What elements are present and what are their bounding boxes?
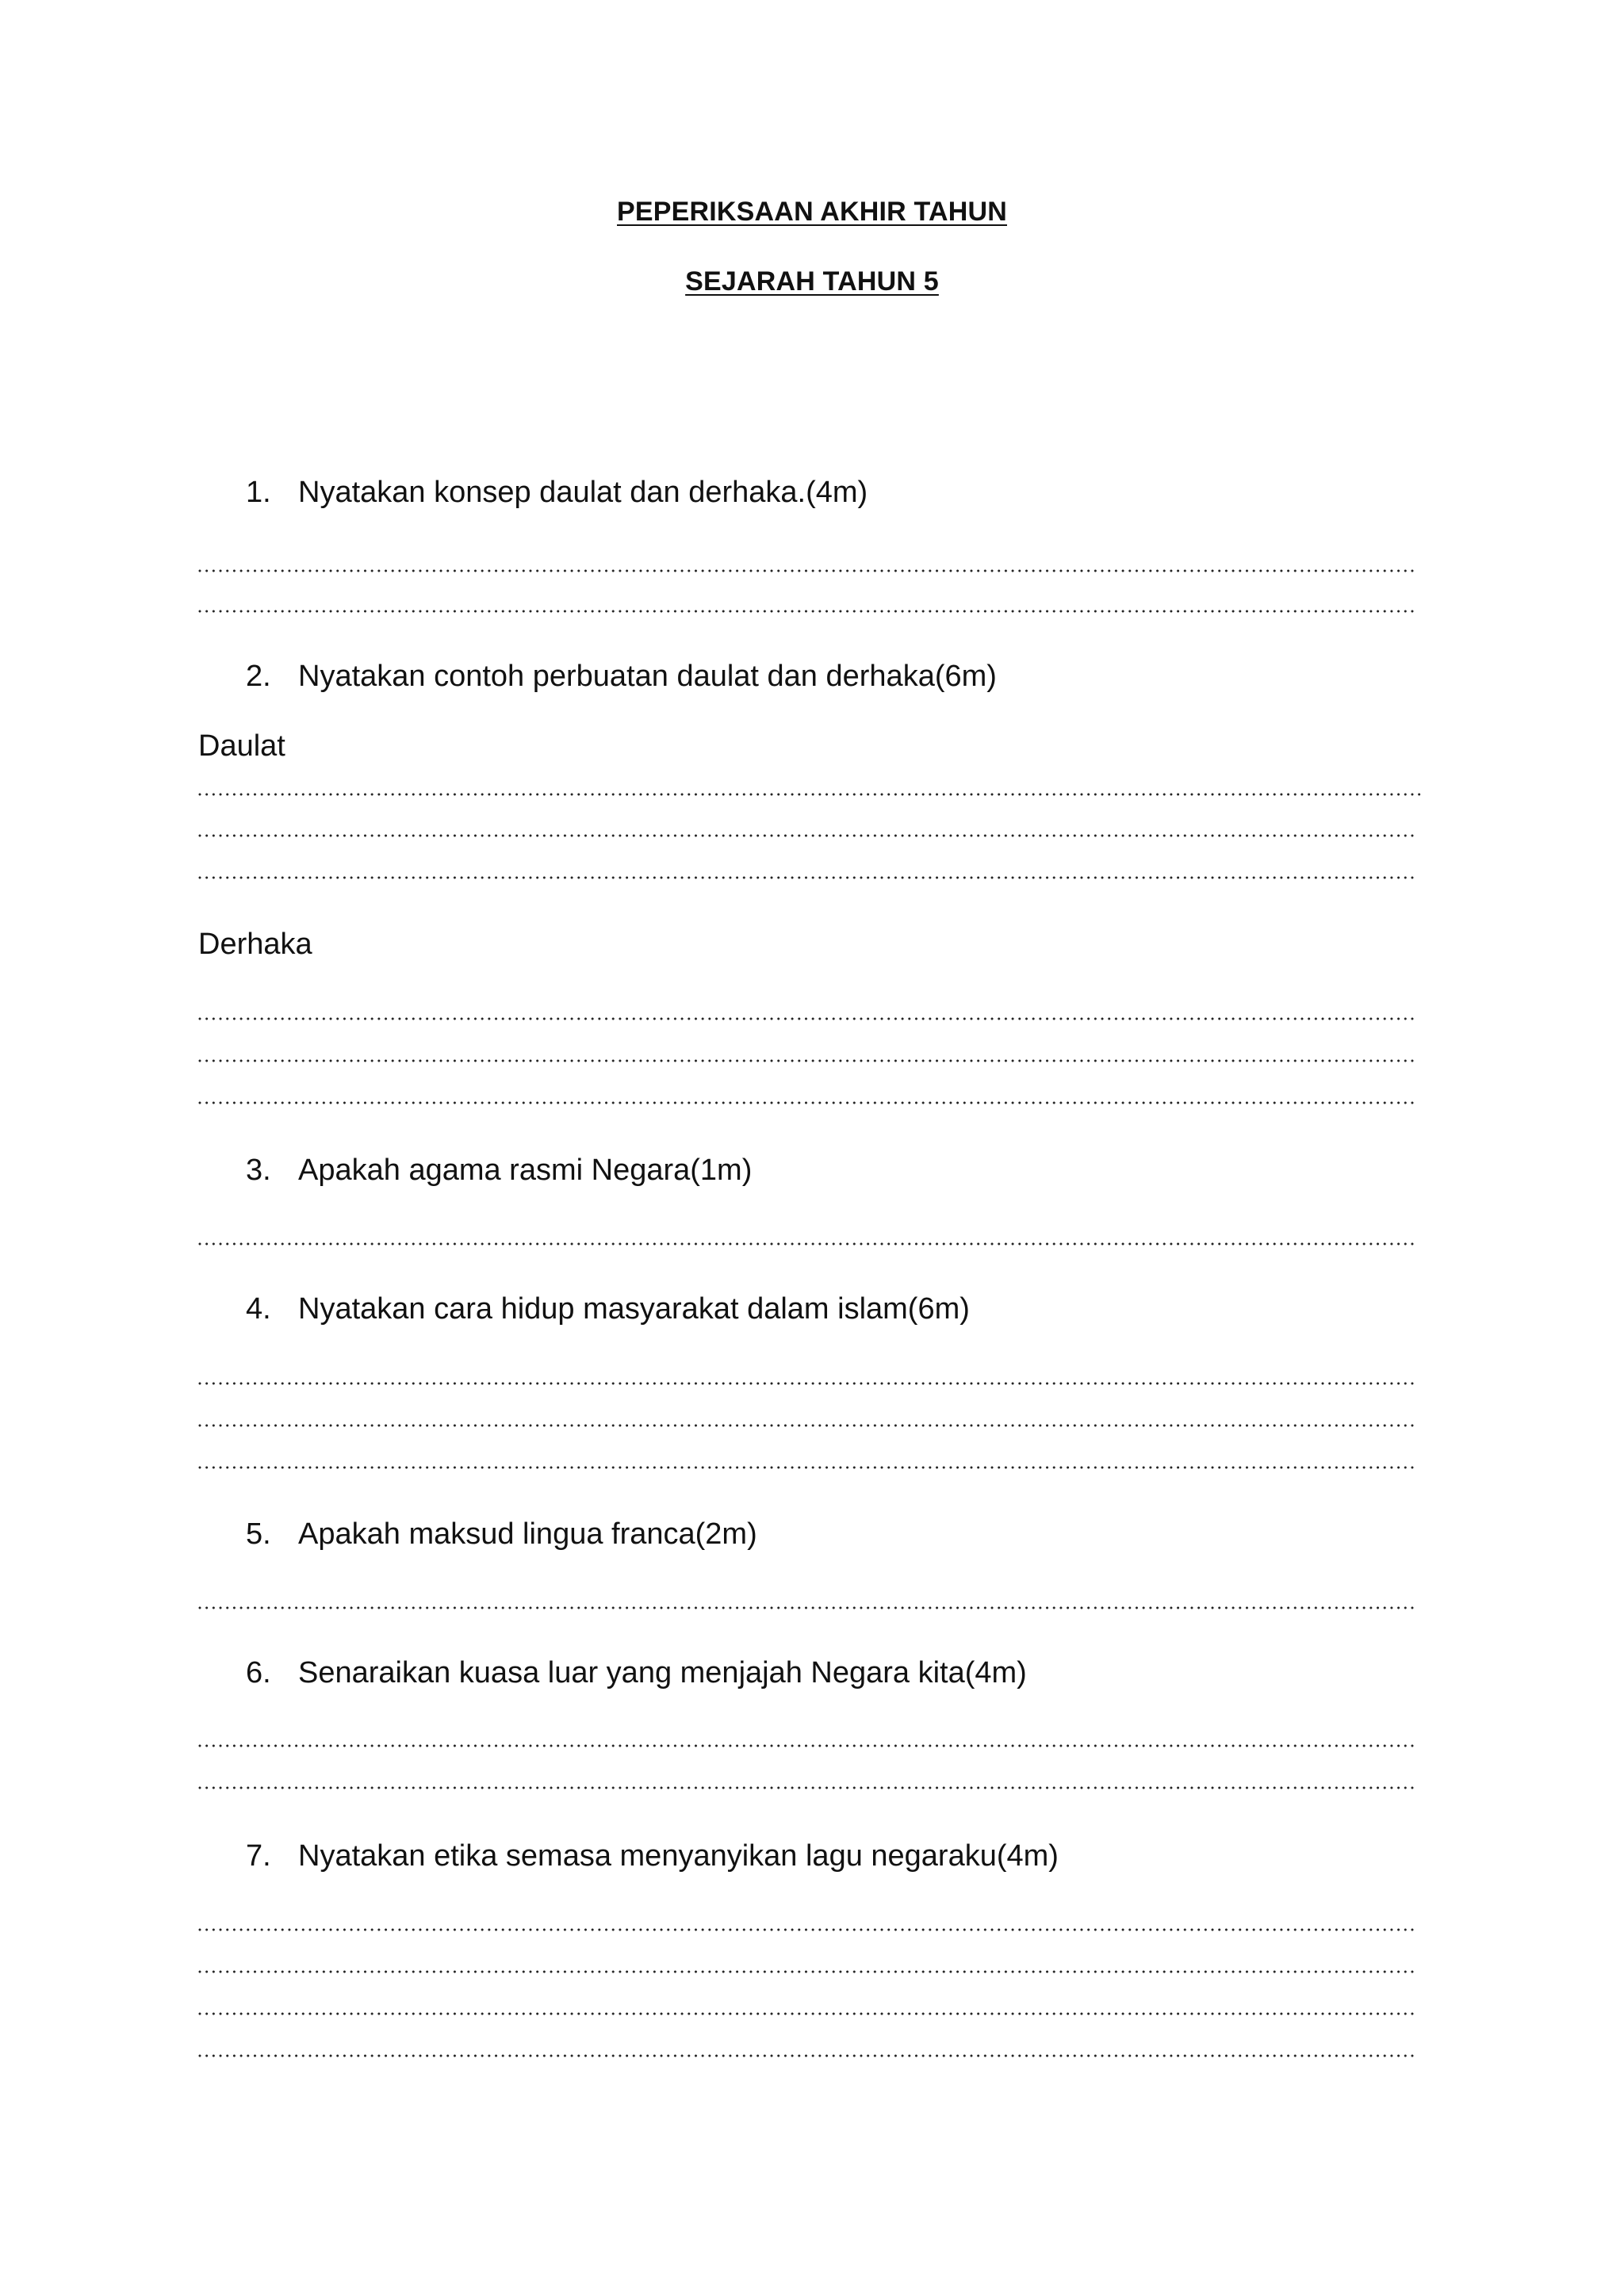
question-text: Nyatakan konsep daulat dan derhaka.(4m) — [298, 476, 868, 509]
daulat-label: Daulat — [198, 729, 285, 763]
question-number: 7. — [246, 1839, 271, 1873]
answer-line[interactable] — [198, 2054, 1417, 2061]
answer-line[interactable] — [198, 1059, 1417, 1066]
question-1 — [246, 476, 868, 510]
question-6 — [246, 1656, 1027, 1690]
question-text: Senaraikan kuasa luar yang menjajah Negara kita(4m) — [298, 1656, 1027, 1689]
answer-line[interactable] — [198, 610, 1417, 616]
answer-line[interactable] — [198, 1424, 1417, 1430]
question-text: Nyatakan contoh perbuatan daulat dan derhaka(6m) — [298, 660, 997, 693]
answer-line[interactable] — [198, 1928, 1417, 1934]
question-text: Nyatakan cara hidup masyarakat dalam islam(6m) — [298, 1292, 970, 1326]
answer-line[interactable] — [198, 1382, 1417, 1388]
question-5 — [246, 1517, 757, 1552]
question-number: 6. — [246, 1656, 271, 1689]
question-text: Apakah agama rasmi Negara(1m) — [298, 1154, 753, 1187]
question-number: 4. — [246, 1292, 271, 1326]
question-text: Apakah maksud lingua franca(2m) — [298, 1517, 757, 1551]
answer-line[interactable] — [198, 876, 1417, 882]
question-text: Nyatakan etika semasa menyanyikan lagu negaraku(4m) — [298, 1839, 1059, 1873]
answer-line[interactable] — [198, 1101, 1417, 1108]
question-4 — [246, 1292, 970, 1326]
question-3 — [246, 1154, 752, 1188]
answer-line[interactable] — [198, 1744, 1417, 1751]
answer-line[interactable] — [198, 1606, 1417, 1613]
answer-line[interactable] — [198, 569, 1417, 576]
answer-line[interactable] — [198, 793, 1423, 799]
question-number: 3. — [246, 1154, 271, 1187]
question-number: 2. — [246, 660, 271, 693]
derhaka-label: Derhaka — [198, 928, 312, 961]
answer-line[interactable] — [198, 1970, 1417, 1976]
answer-line[interactable] — [198, 834, 1417, 840]
exam-subtitle: SEJARAH TAHUN 5 — [685, 266, 939, 297]
question-2 — [246, 660, 997, 694]
answer-line[interactable] — [198, 1466, 1417, 1472]
exam-title: PEPERIKSAAN AKHIR TAHUN — [617, 197, 1007, 227]
question-7 — [246, 1839, 1059, 1873]
answer-line[interactable] — [198, 1017, 1417, 1024]
answer-line[interactable] — [198, 1786, 1417, 1793]
answer-line[interactable] — [198, 2012, 1417, 2019]
question-number: 5. — [246, 1517, 271, 1551]
question-number: 1. — [246, 476, 271, 509]
answer-line[interactable] — [198, 1242, 1417, 1249]
